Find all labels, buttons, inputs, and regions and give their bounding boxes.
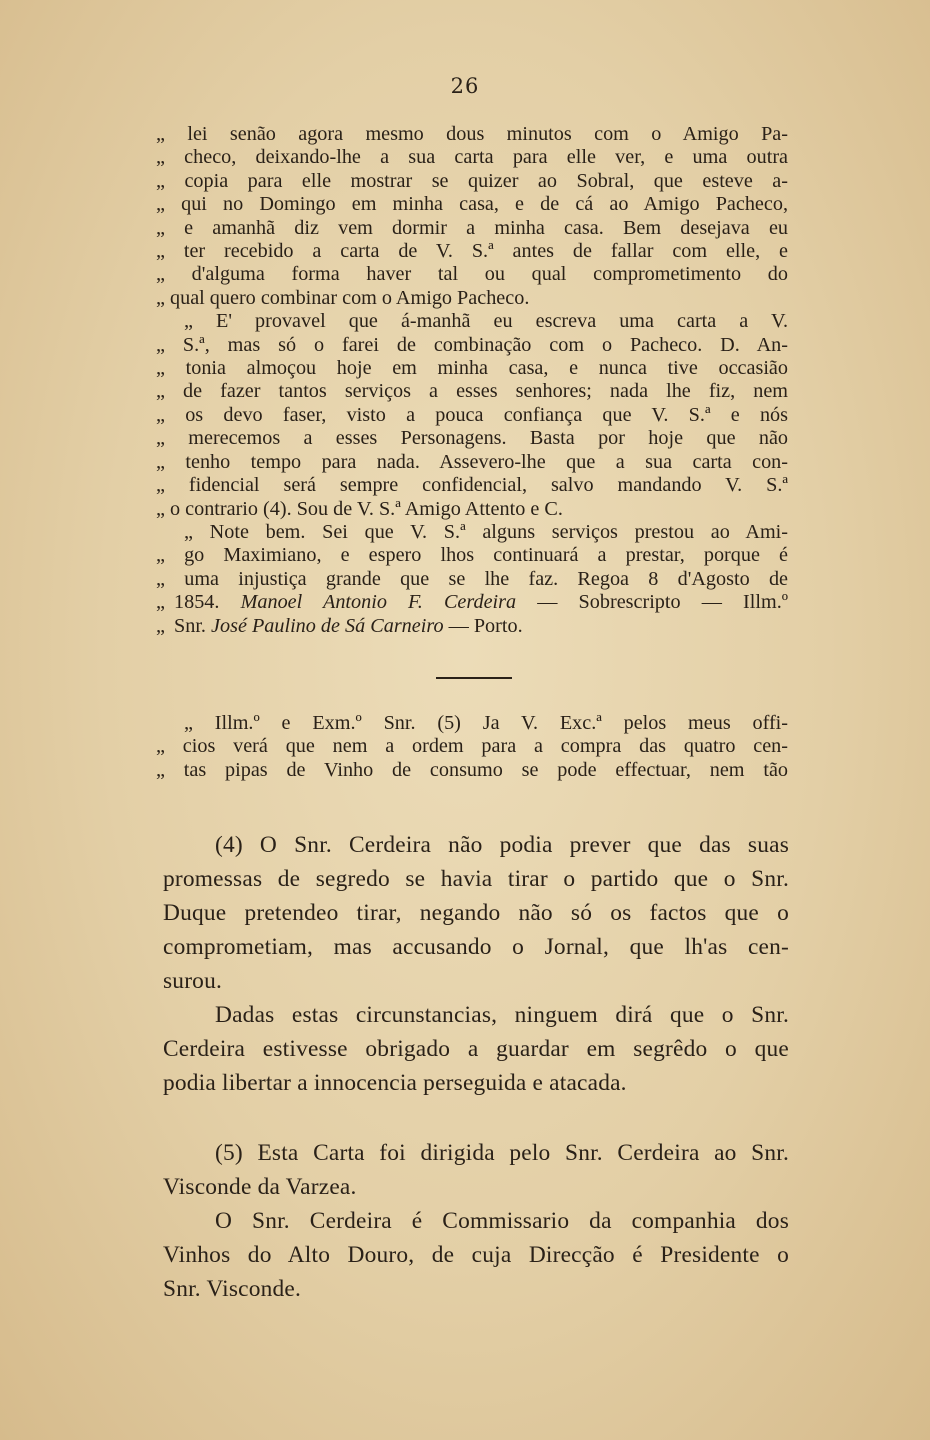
text-line: „ qual quero combinar com o Amigo Pacheco. — [156, 286, 530, 309]
sender-name: Manoel Antonio F. Cerdeira — [240, 591, 517, 614]
text-line: „ d'alguma forma haver tal ou qual comprometimento do — [156, 263, 788, 286]
address-line: „ Snr. José Paulino de Sá Carneiro — Porto. — [156, 614, 523, 637]
text-line: Vinhos do Alto Douro, de cuja Direcção é Presidente o — [163, 1242, 789, 1268]
signature-date: 1854. — [174, 591, 241, 614]
spacer — [163, 1100, 789, 1136]
footnote-4-continued — [163, 998, 789, 1100]
signature-line: „ 1854. Manoel Antonio F. Cerdeira — Sobrescripto — Illm.º — [156, 591, 788, 614]
signature-middle: — Sobrescripto — Illm.º — [516, 591, 788, 614]
text-line: Dadas estas circunstancias, ninguem dirá que o Snr. — [215, 1002, 789, 1028]
text-line: „ Illm.º e Exm.º Snr. (5) Ja V. Exc.ª pelos meus offi- — [184, 712, 788, 734]
page-number: 26 — [450, 74, 480, 98]
text-line: „ tas pipas de Vinho de consumo se pode effectuar, nem tão — [156, 758, 788, 781]
text-line: Duque pretendeo tirar, negando não só os factos que o — [163, 900, 789, 926]
text-line: Visconde da Varzea. — [163, 1174, 357, 1200]
text-line: „ lei senão agora mesmo dous minutos com o Amigo Pa- — [156, 123, 788, 145]
text-line: „ checo, deixando-lhe a sua carta para elle ver, e uma outra — [156, 146, 788, 169]
footnote-5 — [163, 1136, 789, 1204]
recipient-name: José Paulino de Sá Carneiro — [211, 614, 444, 637]
text-line: „ go Maximiano, e espero lhos continuará a prestar, porque é — [156, 544, 788, 567]
text-line: „ cios verá que nem a ordem para a compra das quatro cen- — [156, 735, 788, 758]
text-line: „ qui no Domingo em minha casa, e de cá ao Amigo Pacheco, — [156, 193, 788, 216]
text-line: Snr. Visconde. — [163, 1276, 302, 1302]
text-line: „ E' provavel que á-manhã eu escreva uma carta a V. — [184, 310, 788, 333]
text-line: „ tenho tempo para nada. Assevero-lhe que a sua carta con- — [156, 450, 788, 473]
text-line: „ o contrario (4). Sou de V. S.ª Amigo Attento e C. — [156, 497, 563, 520]
second-letter — [156, 712, 788, 782]
text-line: „ tonia almoçou hoje em minha casa, e nunca tive occasião — [156, 357, 788, 380]
text-line: „ os devo faser, visto a pouca confiança que V. S.ª e nós — [156, 403, 788, 426]
text-line: O Snr. Cerdeira é Commissario da companhia dos — [215, 1208, 789, 1234]
text-line: „ uma injustiça grande que se lhe faz. Regoa 8 d'Agosto de — [156, 567, 788, 590]
text-line: „ S.ª, mas só o farei de combinação com o Pacheco. D. An- — [156, 333, 788, 356]
text-line: „ copia para elle mostrar se quizer ao Sobral, que esteve a- — [156, 169, 788, 192]
footnote-5-continued — [163, 1204, 789, 1306]
text-line: (4) O Snr. Cerdeira não podia prever que das suas — [215, 832, 789, 858]
text-line: (5) Esta Carta foi dirigida pelo Snr. Cerdeira ao Snr. — [215, 1140, 789, 1166]
text-line: podia libertar a innocencia perseguida e atacada. — [163, 1070, 627, 1096]
address-suffix: — Porto. — [443, 614, 523, 637]
text-line: „ e amanhã diz vem dormir a minha casa. Bem desejava eu — [156, 216, 788, 239]
text-line: „ fidencial será sempre confidencial, salvo mandando V. S.ª — [156, 474, 788, 497]
text-line: „ de fazer tantos serviços a esses senhores; nada lhe fiz, nem — [156, 380, 788, 403]
quoted-letter — [156, 123, 788, 638]
address-snr: Snr. — [174, 614, 212, 637]
text-line: comprometiam, mas accusando o Jornal, que lh'as cen- — [163, 934, 789, 960]
text-line: promessas de segredo se havia tirar o partido que o Snr. — [163, 866, 789, 892]
text-line: „ ter recebido a carta de V. S.ª antes de fallar com elle, e — [156, 240, 788, 263]
footnotes — [163, 828, 789, 1306]
text-line: „ merecemos a esses Personagens. Basta por hoje que não — [156, 427, 788, 450]
text-line: „ Note bem. Sei que V. S.ª alguns serviços prestou ao Ami- — [184, 520, 788, 543]
text-line: Cerdeira estivesse obrigado a guardar em segrêdo o que — [163, 1036, 789, 1062]
section-divider — [436, 677, 512, 679]
text-line: surou. — [163, 968, 223, 994]
footnote-4 — [163, 828, 789, 998]
